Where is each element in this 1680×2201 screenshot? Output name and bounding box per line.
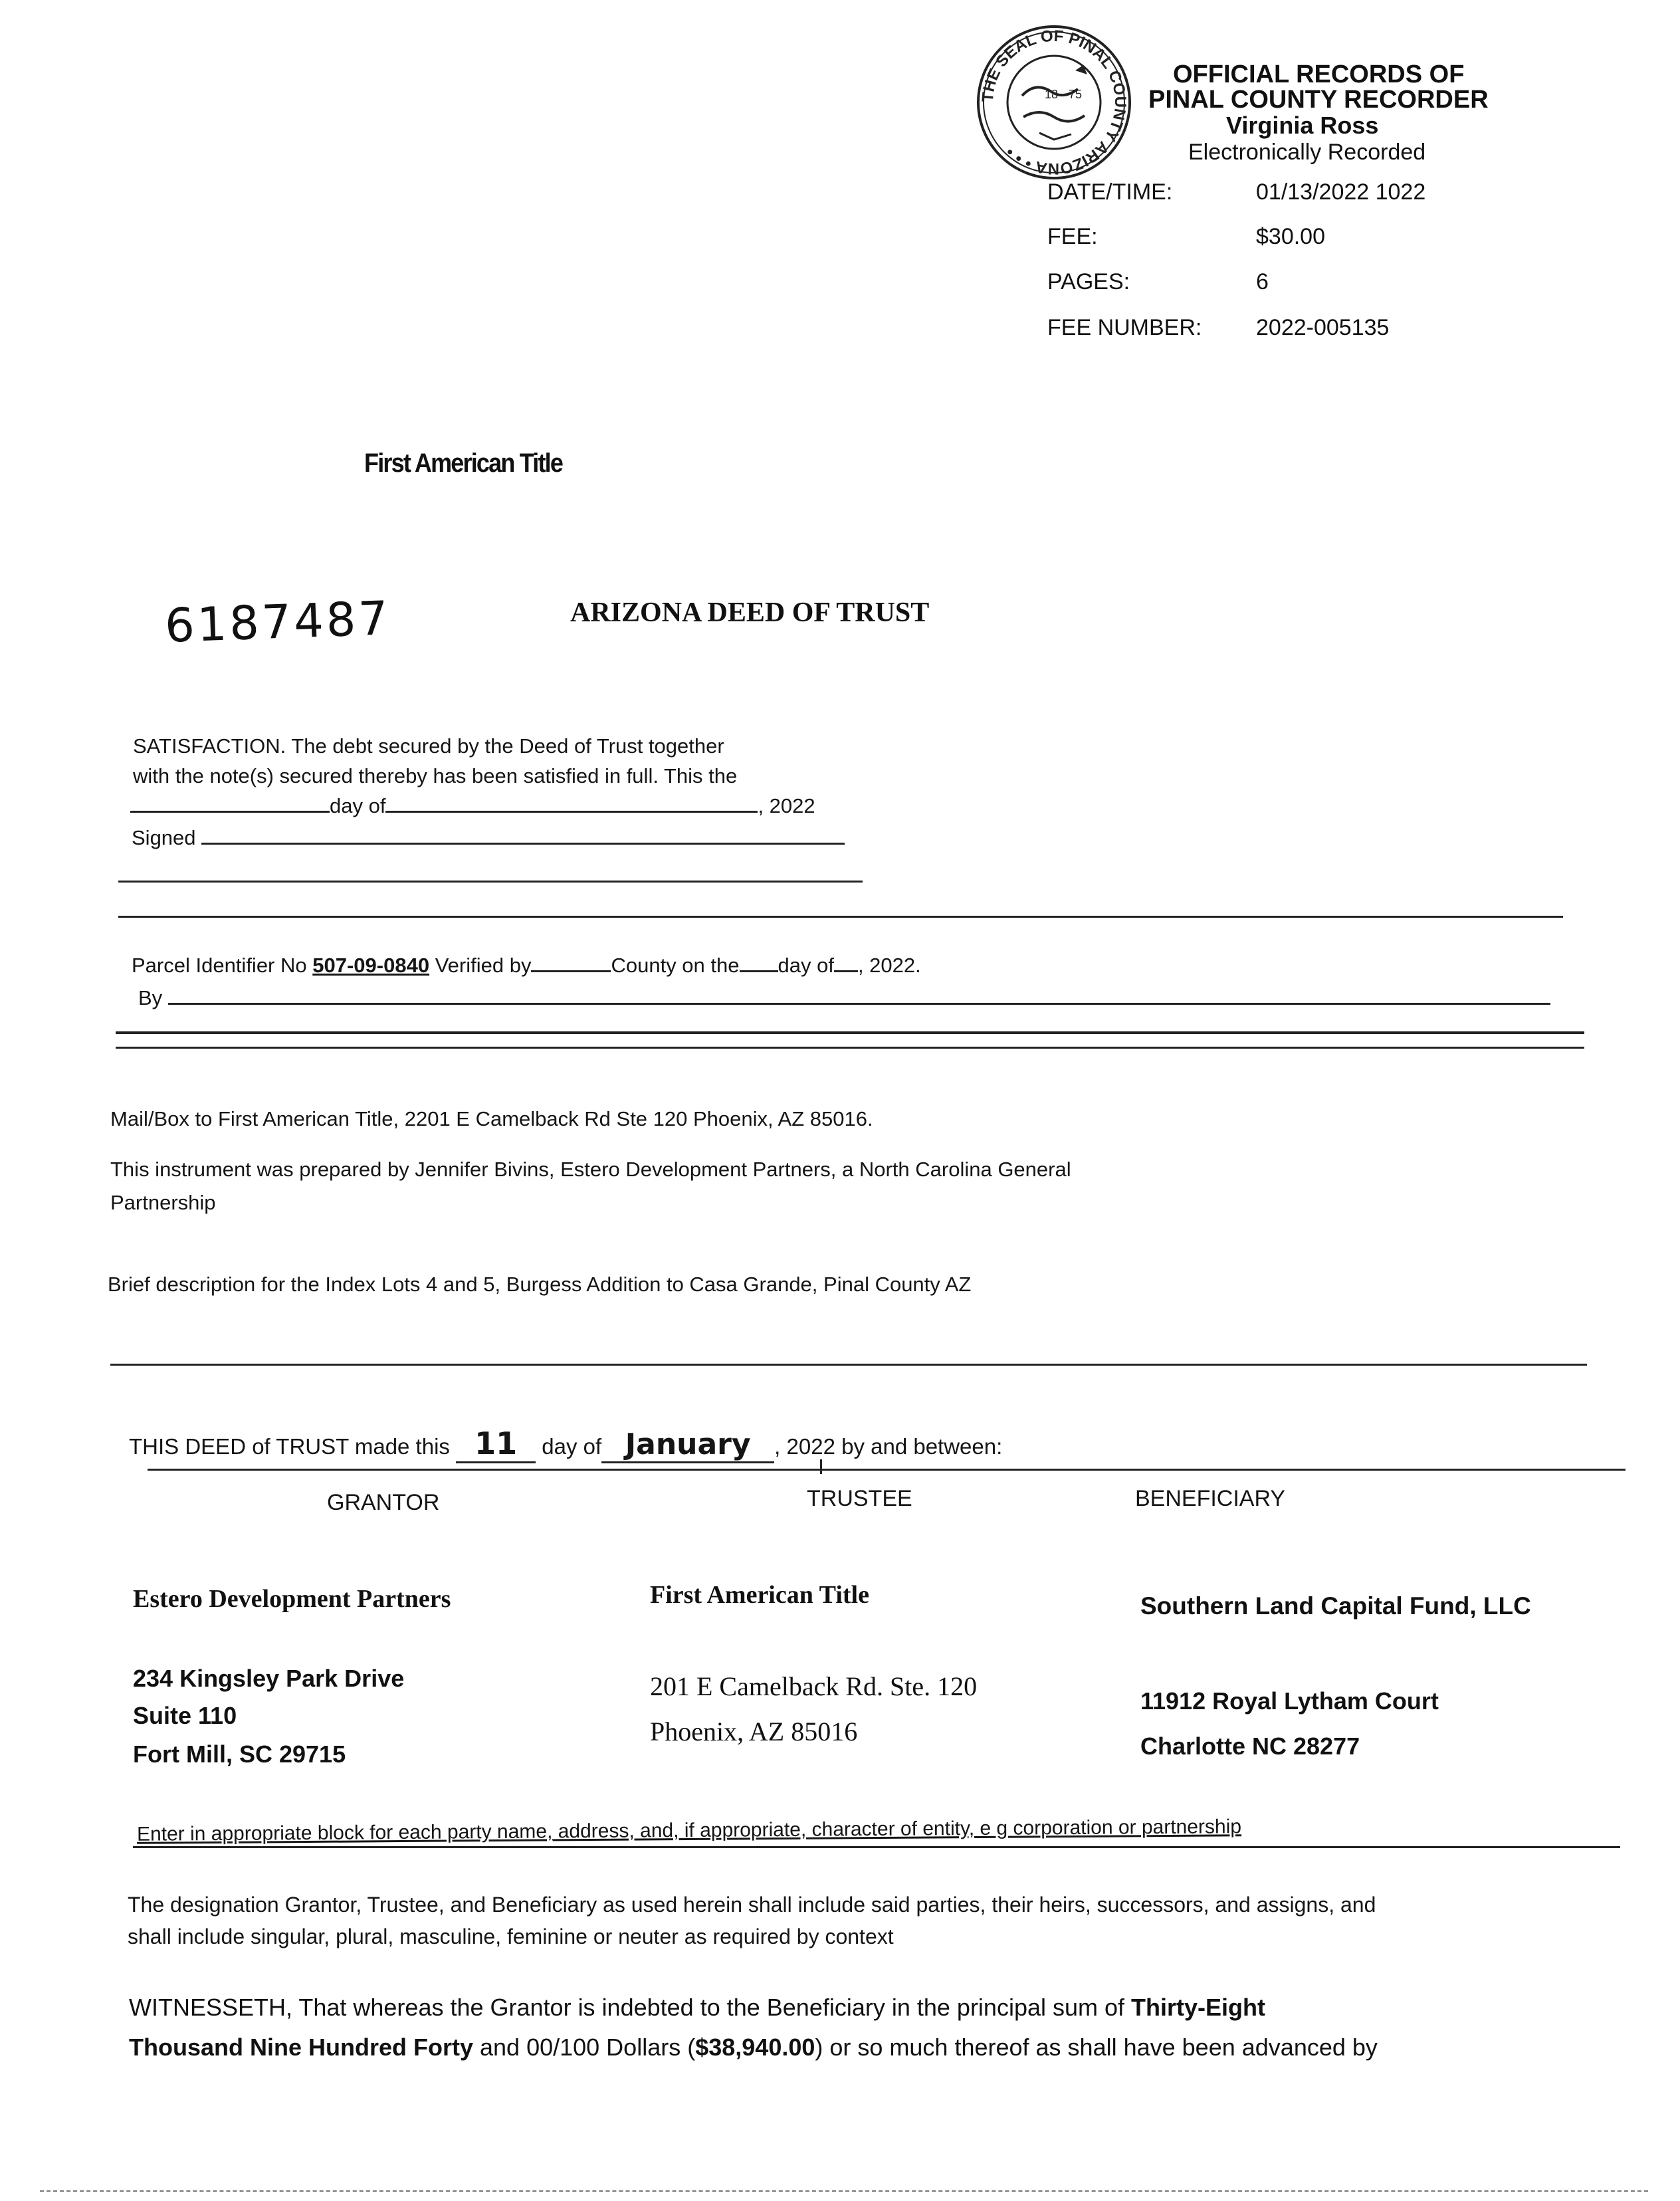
deed-made-suffix: , 2022 by and between: (774, 1434, 1003, 1459)
recorder-line-1: OFFICIAL RECORDS OF (1173, 60, 1465, 88)
column-trustee: TRUSTEE (807, 1486, 912, 1511)
witnesseth-line-2 (129, 2034, 1378, 2061)
deed-made-prefix: THIS DEED of TRUST made this (129, 1434, 450, 1459)
column-grantor: GRANTOR (327, 1490, 440, 1515)
column-beneficiary: BENEFICIARY (1135, 1486, 1286, 1511)
recorder-fee-value: $30.00 (1256, 224, 1325, 249)
parcel-prefix: Parcel Identifier No (132, 954, 307, 977)
designation-line-1: The designation Grantor, Trustee, and Beneficiary as used herein shall include said parties, their heirs, successors, and assigns, and (128, 1893, 1376, 1917)
svg-text:75: 75 (1069, 88, 1083, 101)
recorder-pages-label: PAGES: (1047, 269, 1130, 294)
recorder-date-label: DATE/TIME: (1047, 179, 1173, 205)
enter-note-rule (133, 1846, 1620, 1848)
beneficiary-address-2: Charlotte NC 28277 (1140, 1732, 1360, 1760)
satisfaction-month-blank[interactable] (385, 811, 758, 813)
witnesseth-amount-figure: $38,940.00 (695, 2034, 815, 2061)
brief-rule (110, 1364, 1587, 1366)
satisfaction-year: , 2022 (758, 794, 815, 817)
seal-graphic (976, 24, 1132, 181)
recorder-line-2: PINAL COUNTY RECORDER (1148, 86, 1489, 114)
grantor-name: Estero Development Partners (133, 1585, 451, 1613)
parcel-rule-2 (116, 1047, 1584, 1049)
satisfaction-line-1: SATISFACTION. The debt secured by the Deed of Trust together (133, 734, 724, 758)
handwritten-order-number: 6187487 (163, 591, 392, 653)
parcel-by-label: By (138, 986, 163, 1009)
satisfaction-signed-label: Signed (132, 826, 196, 849)
parcel-number: 507-09-0840 (312, 954, 430, 977)
parcel-county: County on the (611, 954, 740, 977)
witnesseth-2b: and 00/100 Dollars ( (473, 2034, 696, 2061)
county-seal (976, 24, 1132, 181)
deed-month-value: January (601, 1427, 774, 1463)
parcel-by-blank[interactable] (168, 1003, 1550, 1005)
parcel-line (132, 954, 921, 978)
recorder-date-value: 01/13/2022 1022 (1256, 179, 1426, 205)
recorder-fee-number-value: 2022-005135 (1256, 315, 1390, 340)
document-title: ARIZONA DEED OF TRUST (570, 597, 930, 628)
witnesseth-2d: ) or so much thereof as shall have been advanced by (815, 2034, 1378, 2061)
enter-note: Enter in appropriate block for each party name, address, and, if appropriate, character of entity, e g corporation or partnership (136, 1816, 1242, 1845)
designation-line-2: shall include singular, plural, masculine, feminine or neuter as required by context (128, 1925, 894, 1948)
witnesseth-amount-words-1: Thirty-Eight (1131, 1994, 1266, 2021)
title-company-stamp: First American Title (364, 449, 563, 478)
beneficiary-address-1: 11912 Royal Lytham Court (1140, 1687, 1439, 1715)
parcel-day-of: day of (778, 954, 834, 977)
witnesseth-line-1 (129, 1994, 1265, 2022)
deed-rule (148, 1469, 1626, 1471)
scan-artifact-line (40, 2190, 1648, 2192)
grantor-address-1: 234 Kingsley Park Drive (133, 1665, 405, 1692)
trustee-address-1: 201 E Camelback Rd. Ste. 120 (650, 1671, 978, 1701)
grantor-address-2: Suite 110 (133, 1702, 237, 1729)
deed-day-value: 11 (456, 1425, 536, 1463)
deed-day-of: day of (542, 1434, 602, 1459)
satisfaction-signed-line (132, 826, 845, 850)
brief-description: Brief description for the Index Lots 4 and 5, Burgess Addition to Casa Grande, Pinal County AZ (108, 1273, 972, 1296)
satisfaction-rule-2 (118, 916, 1563, 918)
parcel-day-blank[interactable] (740, 970, 778, 972)
recorder-name: Virginia Ross (1226, 112, 1379, 139)
recorder-subtitle: Electronically Recorded (1188, 140, 1426, 165)
parcel-by-line (138, 986, 1550, 1010)
witnesseth-amount-words-2: Thousand Nine Hundred Forty (129, 2034, 473, 2061)
satisfaction-signature-blank[interactable] (201, 843, 845, 845)
grantor-address-3: Fort Mill, SC 29715 (133, 1740, 346, 1768)
trustee-name: First American Title (650, 1581, 869, 1609)
witnesseth-1a: WITNESSETH, That whereas the Grantor is indebted to the Beneficiary in the principal sum of (129, 1994, 1132, 2021)
satisfaction-rule-1 (118, 881, 863, 883)
satisfaction-day-of: day of (330, 794, 386, 817)
mail-to: Mail/Box to First American Title, 2201 E Camelback Rd Ste 120 Phoenix, AZ 85016. (110, 1107, 873, 1130)
svg-text:THE SEAL OF PINAL COUNTY ARIZO: THE SEAL OF PINAL COUNTY ARIZONA • • • (978, 27, 1130, 178)
satisfaction-day-blank[interactable] (130, 811, 330, 813)
deed-made-line (129, 1425, 1002, 1463)
beneficiary-name: Southern Land Capital Fund, LLC (1140, 1592, 1531, 1620)
recorder-fee-label: FEE: (1047, 224, 1098, 249)
recorder-fee-number-label: FEE NUMBER: (1047, 315, 1202, 340)
prepared-by-line-2: Partnership (110, 1191, 216, 1214)
parcel-month-blank[interactable] (834, 970, 858, 972)
satisfaction-line-2: with the note(s) secured thereby has been satisfied in full. This the (133, 764, 738, 787)
parcel-verified: Verified by (435, 954, 532, 977)
parcel-verified-blank[interactable] (531, 970, 611, 972)
parcel-year: , 2022. (857, 954, 921, 977)
parcel-rule-1 (116, 1031, 1584, 1034)
deed-rule-tick (820, 1459, 822, 1474)
satisfaction-date-line (130, 794, 815, 818)
recorder-pages-value: 6 (1256, 269, 1269, 294)
prepared-by-line-1: This instrument was prepared by Jennifer Bivins, Estero Development Partners, a North Carolina General (110, 1158, 1071, 1181)
svg-text:18: 18 (1045, 88, 1059, 101)
trustee-address-2: Phoenix, AZ 85016 (650, 1717, 858, 1746)
